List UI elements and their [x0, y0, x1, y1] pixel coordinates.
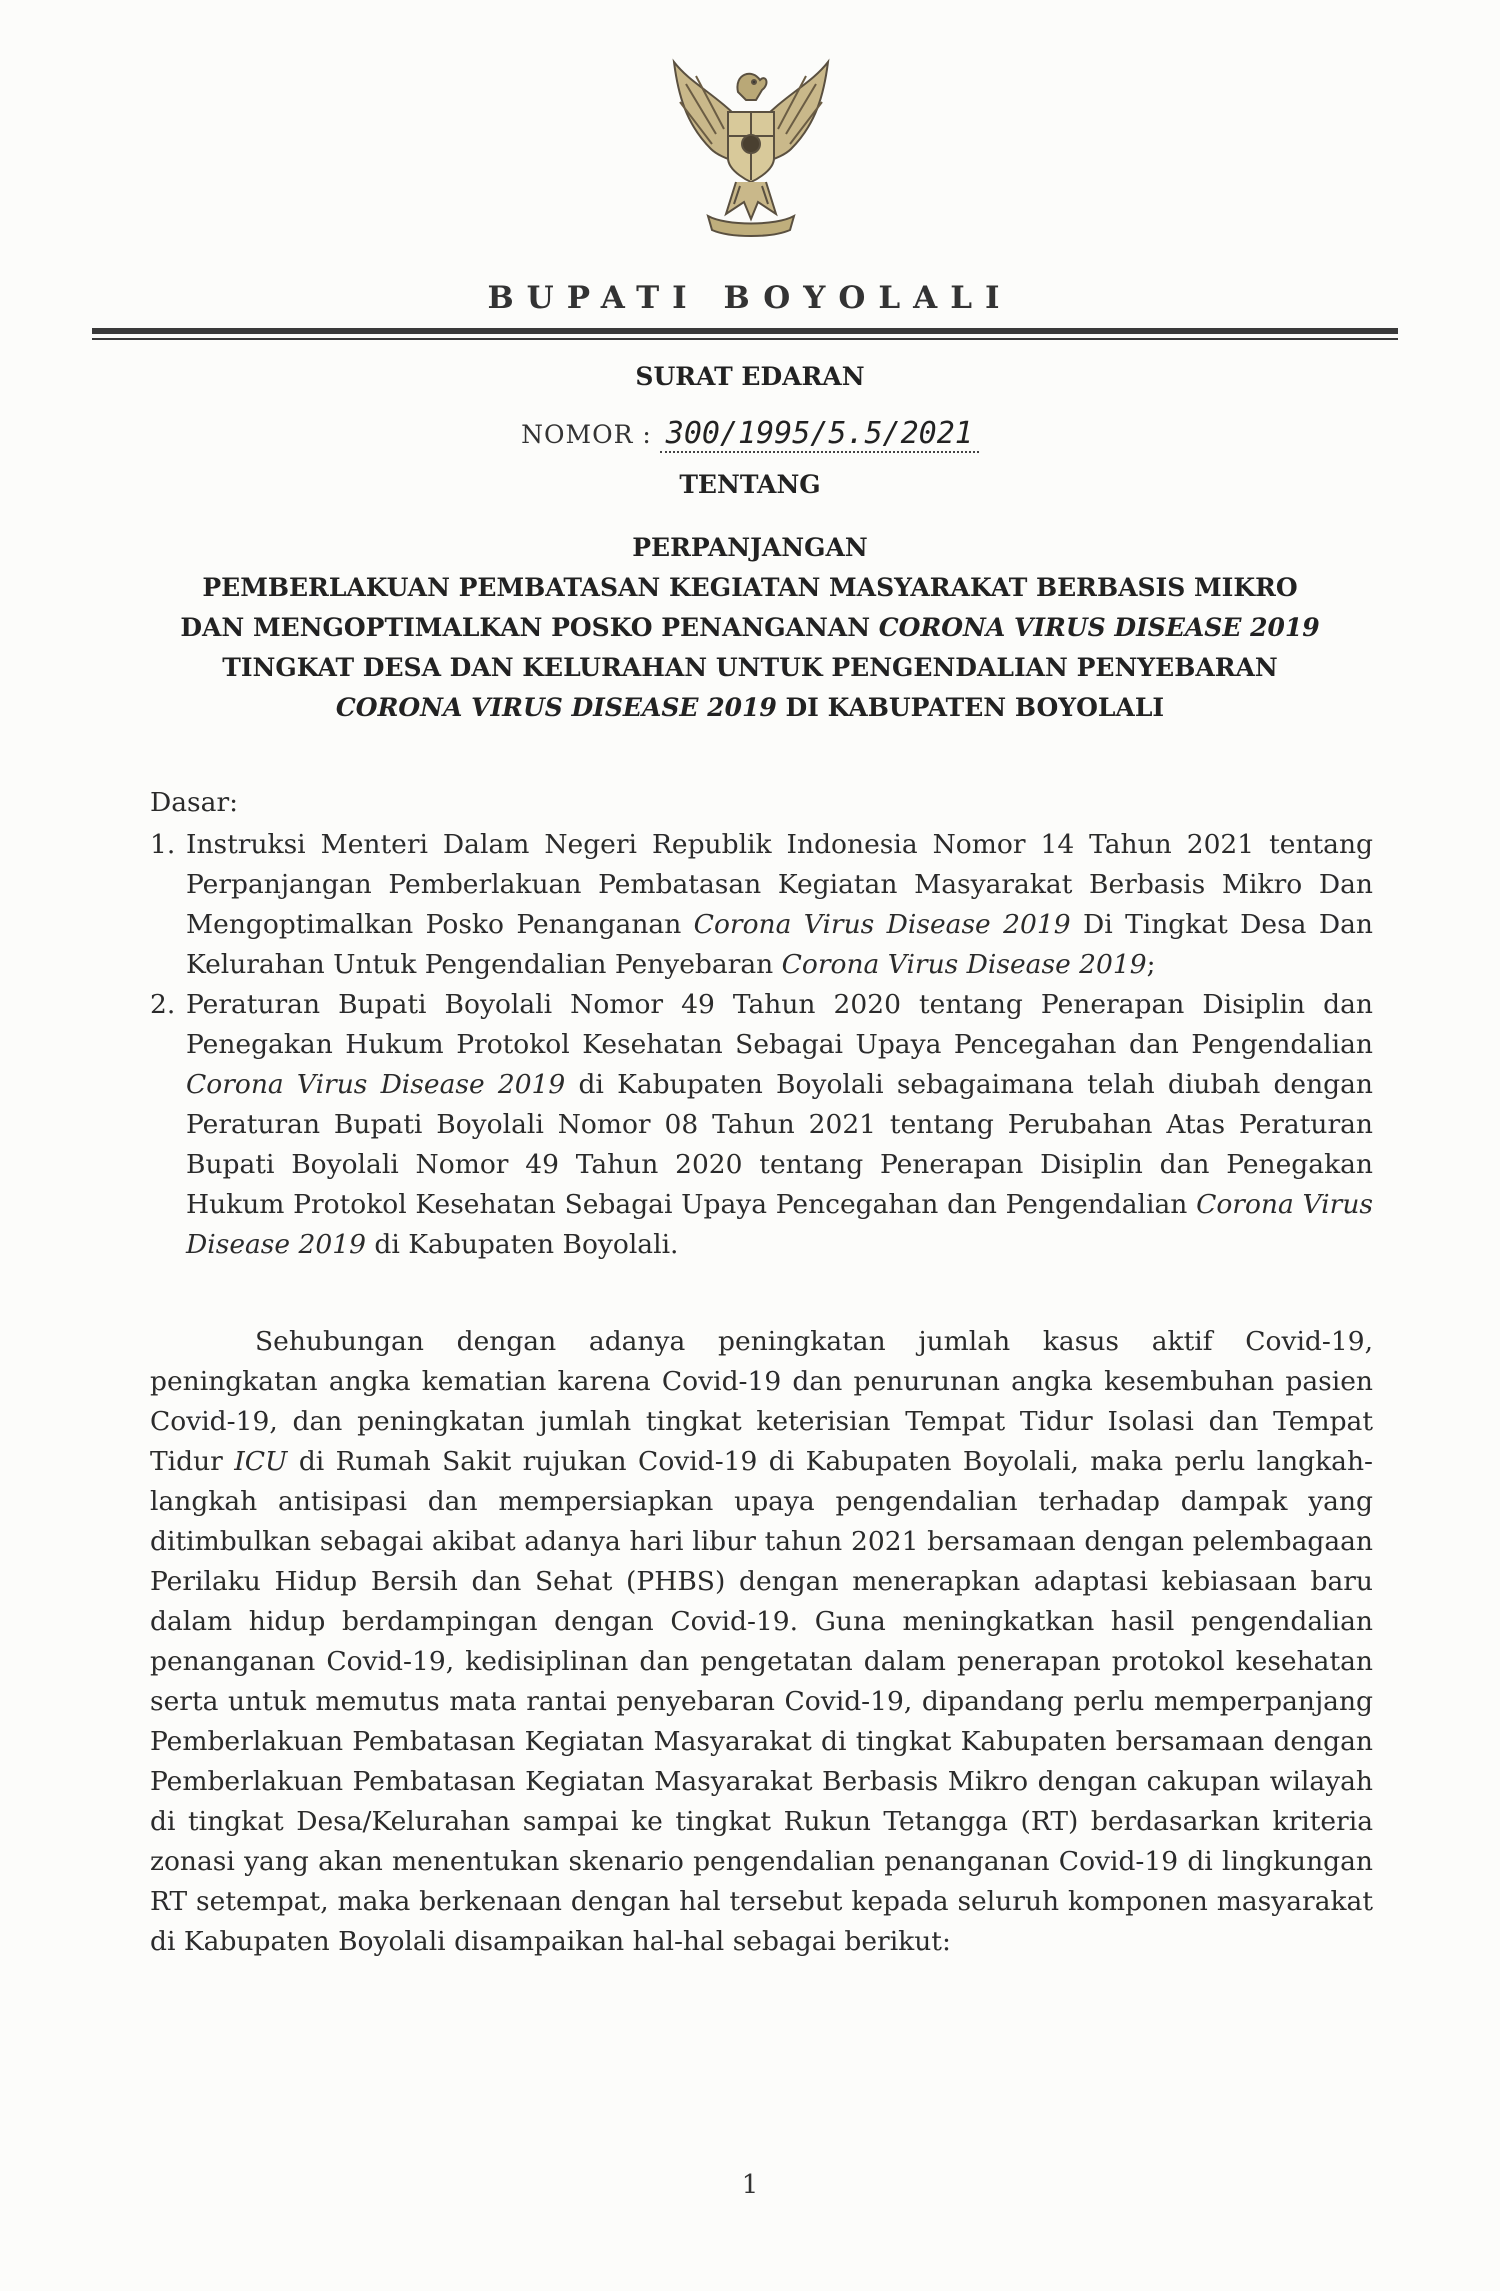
- list-text: Peraturan Bupati Boyolali Nomor 49 Tahun 2020 tentang Penerapan Disiplin dan Penegakan Hukum Protokol Kesehatan Sebagai Upaya Pencegahan dan Pengendalian: [186, 989, 1373, 1060]
- letter-number-label: NOMOR :: [521, 420, 652, 449]
- dasar-label: Dasar:: [150, 787, 239, 818]
- subject-italic: CORONA VIRUS DISEASE 2019: [878, 613, 1320, 642]
- letterhead-rule-thick: [92, 328, 1398, 334]
- list-text: Di Tingkat Desa Dan Kelurahan Untuk Pengendalian Penyebaran: [186, 909, 1373, 980]
- letter-subject: [150, 528, 1350, 728]
- letter-number: [0, 416, 1500, 451]
- subject-line: PEMBERLAKUAN PEMBATASAN KEGIATAN MASYARAKAT BERBASIS MIKRO: [202, 573, 1298, 602]
- subject-line: [150, 608, 1350, 648]
- list-text: Instruksi Menteri Dalam Negeri Republik Indonesia Nomor 14 Tahun 2021 tentang Perpanjangan Pemberlakuan Pembatasan Kegiatan Masyarakat Berbasis Mikro Dan Mengoptimalkan Posko Penanganan: [186, 829, 1373, 940]
- letter-type: SURAT EDARAN: [635, 362, 865, 391]
- subject-text: DI KABUPATEN BOYOLALI: [785, 693, 1165, 722]
- list-text: di Kabupaten Boyolali.: [374, 1229, 679, 1260]
- office-heading: BUPATI BOYOLALI: [487, 280, 1013, 316]
- garuda-pancasila-emblem-icon: [656, 54, 846, 244]
- letterhead-rule-thin: [92, 338, 1398, 340]
- main-paragraph: [150, 1322, 1373, 1962]
- subject-text: DAN MENGOPTIMALKAN POSKO PENANGANAN: [180, 613, 871, 642]
- list-italic: Corona Virus Disease 2019: [186, 1069, 566, 1100]
- page-number: 1: [741, 2170, 759, 2200]
- list-item: [150, 825, 1373, 985]
- tentang-heading: TENTANG: [679, 470, 821, 499]
- paragraph-italic: ICU: [234, 1446, 288, 1477]
- list-italic: Corona Virus Disease 2019: [693, 909, 1071, 940]
- list-text: ;: [1146, 949, 1156, 980]
- list-number: 1.: [150, 829, 176, 860]
- list-text: di Kabupaten Boyolali sebagaimana telah diubah dengan Peraturan Bupati Boyolali Nomor 08 Tahun 2021 tentang Perubahan Atas Peraturan Bupati Boyolali Nomor 49 Tahun 2020 tentang Penerapan Disiplin dan Penegakan Hukum Protokol Kesehatan Sebagai Upaya Pencegahan dan Pengendalian: [186, 1069, 1373, 1220]
- subject-line: [150, 688, 1350, 728]
- subject-line: PERPANJANGAN: [632, 533, 868, 562]
- dasar-section: [150, 783, 1373, 1265]
- paragraph-text: di Rumah Sakit rujukan Covid-19 di Kabupaten Boyolali, maka perlu langkah-langkah antisipasi dan mempersiapkan upaya pengendalian terhadap dampak yang ditimbulkan sebagai akibat adanya hari libur tahun 2021 bersamaan dengan pelembagaan Perilaku Hidup Bersih dan Sehat (PHBS) dengan menerapkan adaptasi kebiasaan baru dalam hidup berdampingan dengan Covid-19. Guna meningkatkan hasil pengendalian penanganan Covid-19, kedisiplinan dan pengetatan dalam penerapan protokol kesehatan serta untuk memutus mata rantai penyebaran Covid-19, dipandang perlu memperpanjang Pemberlakuan Pembatasan Kegiatan Masyarakat di tingkat Kabupaten bersamaan dengan Pemberlakuan Pembatasan Kegiatan Masyarakat Berbasis Mikro dengan cakupan wilayah di tingkat Desa/Kelurahan sampai ke tingkat Rukun Tetangga (RT) berdasarkan kriteria zonasi yang akan menentukan skenario pengendalian penanganan Covid-19 di lingkungan RT setempat, maka berkenaan dengan hal tersebut kepada seluruh komponen masyarakat di Kabupaten Boyolali disampaikan hal-hal sebagai berikut:: [150, 1446, 1373, 1957]
- list-item: [150, 985, 1373, 1265]
- subject-italic: CORONA VIRUS DISEASE 2019: [335, 693, 777, 722]
- paragraph-text: Sehubungan dengan adanya peningkatan jumlah kasus aktif Covid-19, peningkatan angka kematian karena Covid-19 dan penurunan angka kesembuhan pasien Covid-19, dan peningkatan jumlah tingkat keterisian Tempat Tidur Isolasi dan Tempat Tidur: [150, 1326, 1373, 1477]
- list-italic: Corona Virus Disease 2019: [186, 1189, 1373, 1260]
- list-number: 2.: [150, 989, 176, 1020]
- list-italic: Corona Virus Disease 2019: [781, 949, 1147, 980]
- letter-number-value: 300/1995/5.5/2021: [660, 416, 979, 453]
- subject-line: TINGKAT DESA DAN KELURAHAN UNTUK PENGENDALIAN PENYEBARAN: [222, 653, 1278, 682]
